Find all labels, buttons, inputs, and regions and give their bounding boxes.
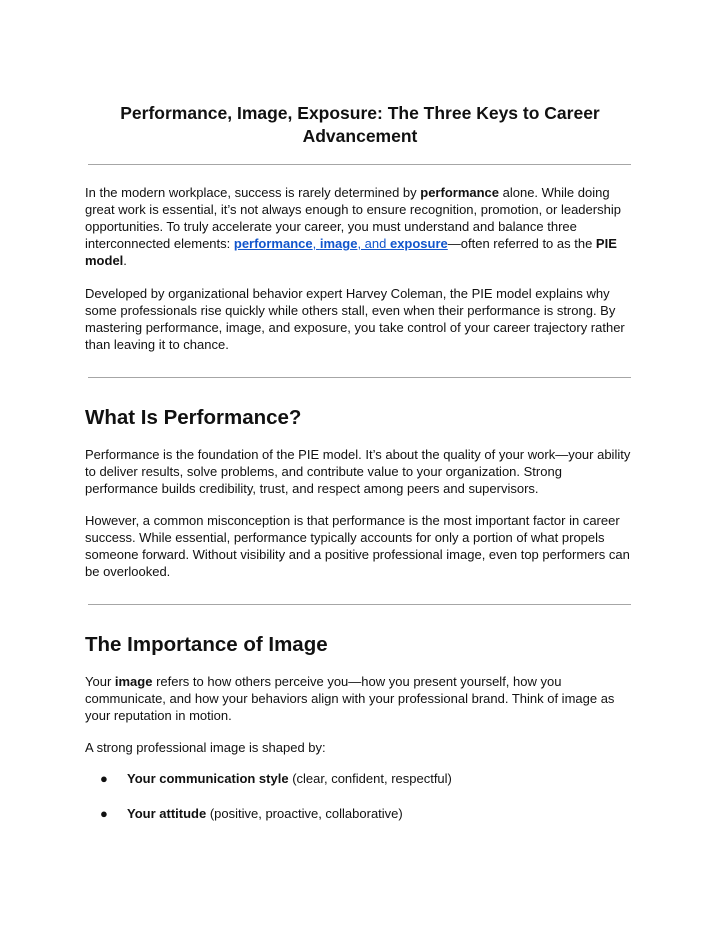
performance-paragraph-2: However, a common misconception is that performance is the most important factor in career success. While essential, performance typically accounts for only a portion of what propels someone forward. Without visibility and a positive professional image, even top performers can be overlooked. (85, 513, 630, 579)
section-heading-performance: What Is Performance? (85, 406, 302, 429)
bold-text: image (114, 674, 153, 689)
divider (88, 377, 631, 378)
bold-text: Your communication style (127, 771, 289, 786)
text: Your (85, 674, 115, 689)
bullet-icon: ● (100, 771, 108, 786)
text: (clear, confident, respectful) (288, 771, 452, 786)
intro-paragraph-1 (85, 184, 635, 269)
text: In the modern workplace, success is rarely determined by (85, 185, 421, 200)
list-item (100, 770, 630, 787)
text: refers to how others perceive you—how you present yourself, how you communicate, and how your behaviors align with your professional brand. Think of image as your reputation in motion. (85, 674, 615, 723)
link-exposure[interactable]: exposure (389, 236, 448, 251)
document-title: Performance, Image, Exposure: The Three Keys to Career Advancement (120, 103, 600, 146)
text: (positive, proactive, collaborative) (206, 806, 403, 821)
performance-paragraph-1: Performance is the foundation of the PIE model. It’s about the quality of your work—your ability to deliver results, solve problems, and contribute value to your organization. Strong performance builds credibility, trust, and respect among peers and supervisors. (85, 447, 631, 496)
bold-text: performance (420, 185, 500, 200)
text: . (123, 253, 127, 268)
bold-text: Your attitude (127, 806, 207, 821)
divider (88, 604, 631, 605)
image-paragraph-1 (85, 673, 635, 724)
link-separator: , (312, 236, 320, 251)
divider (88, 164, 631, 165)
list-item (100, 805, 630, 822)
link-image[interactable]: image (319, 236, 358, 251)
link-separator: , and (357, 236, 390, 251)
link-performance[interactable]: performance (233, 236, 313, 251)
bold-text: PIE model (85, 236, 617, 268)
text: —often referred to as the (447, 236, 596, 251)
section-heading-image: The Importance of Image (85, 633, 328, 656)
intro-paragraph-2: Developed by organizational behavior expert Harvey Coleman, the PIE model explains why some professionals rise quickly while others stall, even when their performance is strong. By mastering performance, image, and exposure, you take control of your career trajectory rather than leaving it to chance. (85, 286, 625, 352)
text: alone. While doing great work is essential, it’s not always enough to ensure recognition, promotion, or leadership opportunities. To truly accelerate your career, you must understand and balance three interconnected elements: (85, 185, 621, 251)
image-paragraph-2: A strong professional image is shaped by: (85, 740, 326, 755)
bullet-icon: ● (100, 806, 108, 821)
